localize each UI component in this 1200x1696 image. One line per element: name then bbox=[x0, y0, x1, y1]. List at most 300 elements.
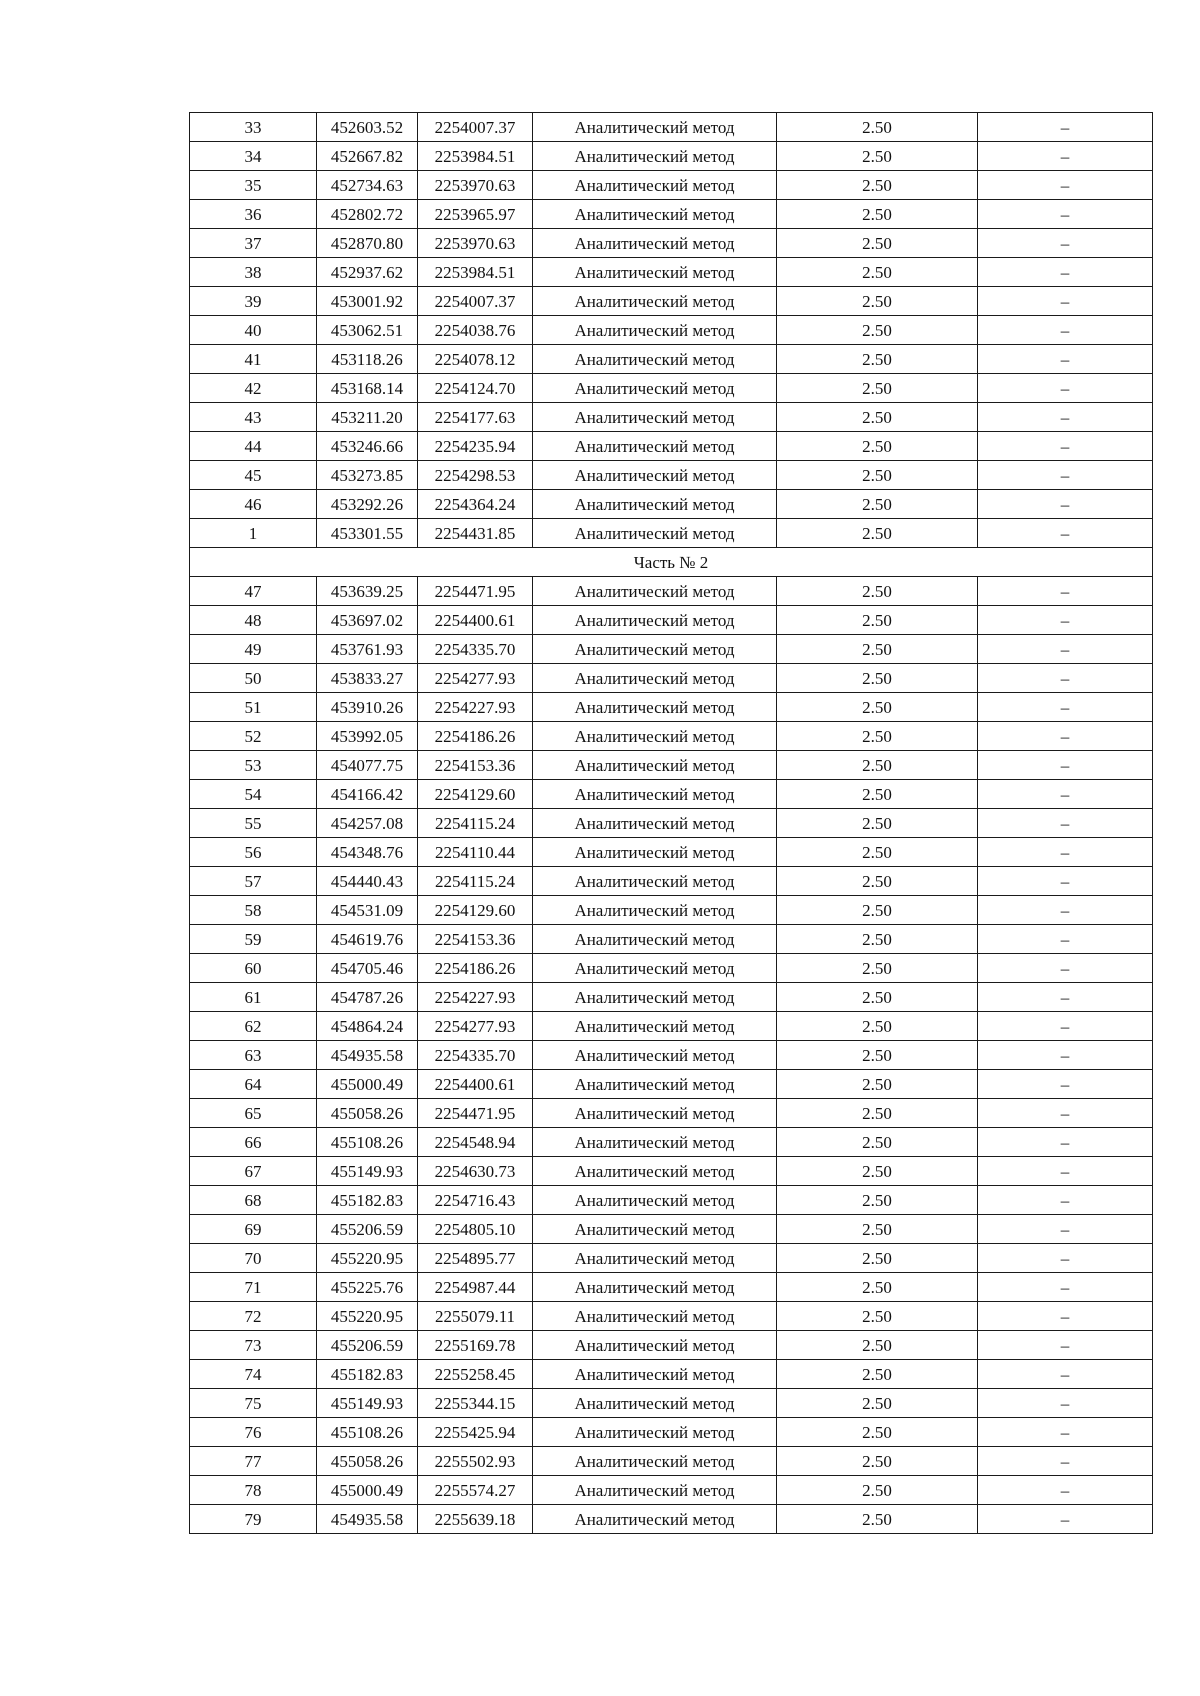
table-row bbox=[190, 809, 1153, 838]
table-row bbox=[190, 1099, 1153, 1128]
y-coordinate-cell: 2254186.26 bbox=[418, 722, 533, 751]
accuracy-cell: 2.50 bbox=[777, 1215, 978, 1244]
method-cell: Аналитический метод bbox=[533, 1244, 777, 1273]
accuracy-cell: 2.50 bbox=[777, 287, 978, 316]
method-cell: Аналитический метод bbox=[533, 1389, 777, 1418]
description-cell: – bbox=[978, 432, 1153, 461]
table-row bbox=[190, 1476, 1153, 1505]
description-cell: – bbox=[978, 1389, 1153, 1418]
x-coordinate-cell: 453761.93 bbox=[317, 635, 418, 664]
method-cell: Аналитический метод bbox=[533, 664, 777, 693]
y-coordinate-cell: 2254400.61 bbox=[418, 1070, 533, 1099]
point-number-cell: 74 bbox=[190, 1360, 317, 1389]
y-coordinate-cell: 2253984.51 bbox=[418, 142, 533, 171]
accuracy-cell: 2.50 bbox=[777, 635, 978, 664]
description-cell: – bbox=[978, 345, 1153, 374]
accuracy-cell: 2.50 bbox=[777, 1099, 978, 1128]
method-cell: Аналитический метод bbox=[533, 519, 777, 548]
point-number-cell: 76 bbox=[190, 1418, 317, 1447]
table-row bbox=[190, 1331, 1153, 1360]
description-cell: – bbox=[978, 838, 1153, 867]
table-row bbox=[190, 1360, 1153, 1389]
x-coordinate-cell: 452667.82 bbox=[317, 142, 418, 171]
description-cell: – bbox=[978, 1215, 1153, 1244]
method-cell: Аналитический метод bbox=[533, 954, 777, 983]
method-cell: Аналитический метод bbox=[533, 780, 777, 809]
method-cell: Аналитический метод bbox=[533, 751, 777, 780]
method-cell: Аналитический метод bbox=[533, 316, 777, 345]
point-number-cell: 68 bbox=[190, 1186, 317, 1215]
point-number-cell: 53 bbox=[190, 751, 317, 780]
accuracy-cell: 2.50 bbox=[777, 896, 978, 925]
point-number-cell: 56 bbox=[190, 838, 317, 867]
y-coordinate-cell: 2254115.24 bbox=[418, 809, 533, 838]
accuracy-cell: 2.50 bbox=[777, 751, 978, 780]
accuracy-cell: 2.50 bbox=[777, 838, 978, 867]
description-cell: – bbox=[978, 258, 1153, 287]
x-coordinate-cell: 455220.95 bbox=[317, 1302, 418, 1331]
y-coordinate-cell: 2254298.53 bbox=[418, 461, 533, 490]
point-number-cell: 54 bbox=[190, 780, 317, 809]
table-row bbox=[190, 345, 1153, 374]
table-row bbox=[190, 577, 1153, 606]
accuracy-cell: 2.50 bbox=[777, 1331, 978, 1360]
method-cell: Аналитический метод bbox=[533, 1331, 777, 1360]
accuracy-cell: 2.50 bbox=[777, 258, 978, 287]
point-number-cell: 75 bbox=[190, 1389, 317, 1418]
y-coordinate-cell: 2254548.94 bbox=[418, 1128, 533, 1157]
accuracy-cell: 2.50 bbox=[777, 577, 978, 606]
table-row bbox=[190, 258, 1153, 287]
method-cell: Аналитический метод bbox=[533, 374, 777, 403]
table-row bbox=[190, 113, 1153, 142]
y-coordinate-cell: 2255169.78 bbox=[418, 1331, 533, 1360]
description-cell: – bbox=[978, 780, 1153, 809]
x-coordinate-cell: 455000.49 bbox=[317, 1476, 418, 1505]
x-coordinate-cell: 452937.62 bbox=[317, 258, 418, 287]
table-row bbox=[190, 1012, 1153, 1041]
method-cell: Аналитический метод bbox=[533, 1447, 777, 1476]
description-cell: – bbox=[978, 1244, 1153, 1273]
accuracy-cell: 2.50 bbox=[777, 1302, 978, 1331]
accuracy-cell: 2.50 bbox=[777, 983, 978, 1012]
description-cell: – bbox=[978, 1418, 1153, 1447]
description-cell: – bbox=[978, 519, 1153, 548]
y-coordinate-cell: 2255502.93 bbox=[418, 1447, 533, 1476]
accuracy-cell: 2.50 bbox=[777, 1041, 978, 1070]
point-number-cell: 78 bbox=[190, 1476, 317, 1505]
y-coordinate-cell: 2255425.94 bbox=[418, 1418, 533, 1447]
x-coordinate-cell: 455225.76 bbox=[317, 1273, 418, 1302]
table-row bbox=[190, 780, 1153, 809]
table-row bbox=[190, 461, 1153, 490]
x-coordinate-cell: 454440.43 bbox=[317, 867, 418, 896]
method-cell: Аналитический метод bbox=[533, 693, 777, 722]
y-coordinate-cell: 2254177.63 bbox=[418, 403, 533, 432]
y-coordinate-cell: 2253970.63 bbox=[418, 171, 533, 200]
method-cell: Аналитический метод bbox=[533, 1070, 777, 1099]
accuracy-cell: 2.50 bbox=[777, 432, 978, 461]
point-number-cell: 60 bbox=[190, 954, 317, 983]
x-coordinate-cell: 455058.26 bbox=[317, 1099, 418, 1128]
accuracy-cell: 2.50 bbox=[777, 809, 978, 838]
y-coordinate-cell: 2253965.97 bbox=[418, 200, 533, 229]
method-cell: Аналитический метод bbox=[533, 606, 777, 635]
point-number-cell: 79 bbox=[190, 1505, 317, 1534]
x-coordinate-cell: 453062.51 bbox=[317, 316, 418, 345]
method-cell: Аналитический метод bbox=[533, 925, 777, 954]
table-row bbox=[190, 1041, 1153, 1070]
table-row bbox=[190, 432, 1153, 461]
y-coordinate-cell: 2254471.95 bbox=[418, 1099, 533, 1128]
table-row bbox=[190, 983, 1153, 1012]
table-row bbox=[190, 635, 1153, 664]
table-row bbox=[190, 1215, 1153, 1244]
x-coordinate-cell: 453168.14 bbox=[317, 374, 418, 403]
method-cell: Аналитический метод bbox=[533, 1012, 777, 1041]
point-number-cell: 47 bbox=[190, 577, 317, 606]
accuracy-cell: 2.50 bbox=[777, 142, 978, 171]
table-row bbox=[190, 374, 1153, 403]
table-row bbox=[190, 954, 1153, 983]
accuracy-cell: 2.50 bbox=[777, 1389, 978, 1418]
accuracy-cell: 2.50 bbox=[777, 1186, 978, 1215]
table-row bbox=[190, 1157, 1153, 1186]
accuracy-cell: 2.50 bbox=[777, 490, 978, 519]
table-row bbox=[190, 867, 1153, 896]
x-coordinate-cell: 455108.26 bbox=[317, 1418, 418, 1447]
y-coordinate-cell: 2254400.61 bbox=[418, 606, 533, 635]
point-number-cell: 33 bbox=[190, 113, 317, 142]
method-cell: Аналитический метод bbox=[533, 258, 777, 287]
accuracy-cell: 2.50 bbox=[777, 316, 978, 345]
point-number-cell: 45 bbox=[190, 461, 317, 490]
y-coordinate-cell: 2254335.70 bbox=[418, 1041, 533, 1070]
accuracy-cell: 2.50 bbox=[777, 693, 978, 722]
description-cell: – bbox=[978, 142, 1153, 171]
method-cell: Аналитический метод bbox=[533, 1128, 777, 1157]
table-row bbox=[190, 838, 1153, 867]
y-coordinate-cell: 2254716.43 bbox=[418, 1186, 533, 1215]
method-cell: Аналитический метод bbox=[533, 896, 777, 925]
x-coordinate-cell: 453301.55 bbox=[317, 519, 418, 548]
table-row bbox=[190, 287, 1153, 316]
point-number-cell: 44 bbox=[190, 432, 317, 461]
description-cell: – bbox=[978, 1099, 1153, 1128]
description-cell: – bbox=[978, 809, 1153, 838]
accuracy-cell: 2.50 bbox=[777, 519, 978, 548]
method-cell: Аналитический метод bbox=[533, 1099, 777, 1128]
method-cell: Аналитический метод bbox=[533, 1505, 777, 1534]
description-cell: – bbox=[978, 606, 1153, 635]
x-coordinate-cell: 453639.25 bbox=[317, 577, 418, 606]
y-coordinate-cell: 2254277.93 bbox=[418, 1012, 533, 1041]
description-cell: – bbox=[978, 200, 1153, 229]
y-coordinate-cell: 2254038.76 bbox=[418, 316, 533, 345]
x-coordinate-cell: 453697.02 bbox=[317, 606, 418, 635]
x-coordinate-cell: 454166.42 bbox=[317, 780, 418, 809]
point-number-cell: 36 bbox=[190, 200, 317, 229]
point-number-cell: 64 bbox=[190, 1070, 317, 1099]
description-cell: – bbox=[978, 1157, 1153, 1186]
accuracy-cell: 2.50 bbox=[777, 1447, 978, 1476]
point-number-cell: 43 bbox=[190, 403, 317, 432]
table-row bbox=[190, 1070, 1153, 1099]
table-row bbox=[190, 896, 1153, 925]
y-coordinate-cell: 2254335.70 bbox=[418, 635, 533, 664]
table-row bbox=[190, 1447, 1153, 1476]
description-cell: – bbox=[978, 1012, 1153, 1041]
accuracy-cell: 2.50 bbox=[777, 1012, 978, 1041]
point-number-cell: 57 bbox=[190, 867, 317, 896]
description-cell: – bbox=[978, 722, 1153, 751]
method-cell: Аналитический метод bbox=[533, 1360, 777, 1389]
section-title: Часть № 2 bbox=[190, 548, 1153, 577]
section-row bbox=[190, 548, 1153, 577]
description-cell: – bbox=[978, 316, 1153, 345]
y-coordinate-cell: 2254987.44 bbox=[418, 1273, 533, 1302]
y-coordinate-cell: 2255574.27 bbox=[418, 1476, 533, 1505]
table-row bbox=[190, 693, 1153, 722]
point-number-cell: 71 bbox=[190, 1273, 317, 1302]
accuracy-cell: 2.50 bbox=[777, 1360, 978, 1389]
accuracy-cell: 2.50 bbox=[777, 200, 978, 229]
y-coordinate-cell: 2254153.36 bbox=[418, 751, 533, 780]
x-coordinate-cell: 455058.26 bbox=[317, 1447, 418, 1476]
table-row bbox=[190, 519, 1153, 548]
x-coordinate-cell: 453910.26 bbox=[317, 693, 418, 722]
x-coordinate-cell: 455182.83 bbox=[317, 1360, 418, 1389]
table-row bbox=[190, 1389, 1153, 1418]
y-coordinate-cell: 2254805.10 bbox=[418, 1215, 533, 1244]
y-coordinate-cell: 2254078.12 bbox=[418, 345, 533, 374]
description-cell: – bbox=[978, 664, 1153, 693]
accuracy-cell: 2.50 bbox=[777, 925, 978, 954]
y-coordinate-cell: 2255258.45 bbox=[418, 1360, 533, 1389]
point-number-cell: 42 bbox=[190, 374, 317, 403]
accuracy-cell: 2.50 bbox=[777, 171, 978, 200]
method-cell: Аналитический метод bbox=[533, 432, 777, 461]
point-number-cell: 1 bbox=[190, 519, 317, 548]
description-cell: – bbox=[978, 577, 1153, 606]
method-cell: Аналитический метод bbox=[533, 287, 777, 316]
x-coordinate-cell: 455182.83 bbox=[317, 1186, 418, 1215]
x-coordinate-cell: 453992.05 bbox=[317, 722, 418, 751]
table-row bbox=[190, 403, 1153, 432]
x-coordinate-cell: 453246.66 bbox=[317, 432, 418, 461]
y-coordinate-cell: 2254110.44 bbox=[418, 838, 533, 867]
accuracy-cell: 2.50 bbox=[777, 780, 978, 809]
method-cell: Аналитический метод bbox=[533, 229, 777, 258]
x-coordinate-cell: 453292.26 bbox=[317, 490, 418, 519]
description-cell: – bbox=[978, 954, 1153, 983]
description-cell: – bbox=[978, 635, 1153, 664]
method-cell: Аналитический метод bbox=[533, 577, 777, 606]
description-cell: – bbox=[978, 403, 1153, 432]
point-number-cell: 48 bbox=[190, 606, 317, 635]
point-number-cell: 59 bbox=[190, 925, 317, 954]
y-coordinate-cell: 2254227.93 bbox=[418, 983, 533, 1012]
accuracy-cell: 2.50 bbox=[777, 461, 978, 490]
y-coordinate-cell: 2254227.93 bbox=[418, 693, 533, 722]
point-number-cell: 50 bbox=[190, 664, 317, 693]
accuracy-cell: 2.50 bbox=[777, 1505, 978, 1534]
method-cell: Аналитический метод bbox=[533, 1476, 777, 1505]
y-coordinate-cell: 2254129.60 bbox=[418, 780, 533, 809]
table-row bbox=[190, 925, 1153, 954]
method-cell: Аналитический метод bbox=[533, 1215, 777, 1244]
y-coordinate-cell: 2254277.93 bbox=[418, 664, 533, 693]
accuracy-cell: 2.50 bbox=[777, 722, 978, 751]
accuracy-cell: 2.50 bbox=[777, 1273, 978, 1302]
accuracy-cell: 2.50 bbox=[777, 374, 978, 403]
point-number-cell: 70 bbox=[190, 1244, 317, 1273]
y-coordinate-cell: 2254007.37 bbox=[418, 113, 533, 142]
accuracy-cell: 2.50 bbox=[777, 345, 978, 374]
point-number-cell: 41 bbox=[190, 345, 317, 374]
y-coordinate-cell: 2254186.26 bbox=[418, 954, 533, 983]
table-row bbox=[190, 316, 1153, 345]
y-coordinate-cell: 2254364.24 bbox=[418, 490, 533, 519]
x-coordinate-cell: 454935.58 bbox=[317, 1041, 418, 1070]
accuracy-cell: 2.50 bbox=[777, 867, 978, 896]
x-coordinate-cell: 454705.46 bbox=[317, 954, 418, 983]
y-coordinate-cell: 2254153.36 bbox=[418, 925, 533, 954]
description-cell: – bbox=[978, 1186, 1153, 1215]
accuracy-cell: 2.50 bbox=[777, 606, 978, 635]
x-coordinate-cell: 454531.09 bbox=[317, 896, 418, 925]
method-cell: Аналитический метод bbox=[533, 722, 777, 751]
method-cell: Аналитический метод bbox=[533, 1302, 777, 1331]
y-coordinate-cell: 2255344.15 bbox=[418, 1389, 533, 1418]
x-coordinate-cell: 455149.93 bbox=[317, 1157, 418, 1186]
accuracy-cell: 2.50 bbox=[777, 229, 978, 258]
document-page bbox=[189, 112, 1152, 1534]
x-coordinate-cell: 452734.63 bbox=[317, 171, 418, 200]
accuracy-cell: 2.50 bbox=[777, 664, 978, 693]
x-coordinate-cell: 453118.26 bbox=[317, 345, 418, 374]
description-cell: – bbox=[978, 1331, 1153, 1360]
point-number-cell: 51 bbox=[190, 693, 317, 722]
accuracy-cell: 2.50 bbox=[777, 1128, 978, 1157]
table-row bbox=[190, 751, 1153, 780]
table-row bbox=[190, 229, 1153, 258]
table-row bbox=[190, 1302, 1153, 1331]
x-coordinate-cell: 454257.08 bbox=[317, 809, 418, 838]
table-row bbox=[190, 1244, 1153, 1273]
description-cell: – bbox=[978, 374, 1153, 403]
method-cell: Аналитический метод bbox=[533, 1157, 777, 1186]
description-cell: – bbox=[978, 1302, 1153, 1331]
accuracy-cell: 2.50 bbox=[777, 1244, 978, 1273]
x-coordinate-cell: 452802.72 bbox=[317, 200, 418, 229]
x-coordinate-cell: 452603.52 bbox=[317, 113, 418, 142]
description-cell: – bbox=[978, 1476, 1153, 1505]
y-coordinate-cell: 2254115.24 bbox=[418, 867, 533, 896]
description-cell: – bbox=[978, 461, 1153, 490]
y-coordinate-cell: 2254895.77 bbox=[418, 1244, 533, 1273]
y-coordinate-cell: 2253970.63 bbox=[418, 229, 533, 258]
point-number-cell: 77 bbox=[190, 1447, 317, 1476]
y-coordinate-cell: 2254431.85 bbox=[418, 519, 533, 548]
point-number-cell: 49 bbox=[190, 635, 317, 664]
accuracy-cell: 2.50 bbox=[777, 954, 978, 983]
y-coordinate-cell: 2255639.18 bbox=[418, 1505, 533, 1534]
table-row bbox=[190, 1418, 1153, 1447]
point-number-cell: 55 bbox=[190, 809, 317, 838]
point-number-cell: 69 bbox=[190, 1215, 317, 1244]
method-cell: Аналитический метод bbox=[533, 983, 777, 1012]
x-coordinate-cell: 454619.76 bbox=[317, 925, 418, 954]
point-number-cell: 39 bbox=[190, 287, 317, 316]
x-coordinate-cell: 453211.20 bbox=[317, 403, 418, 432]
point-number-cell: 67 bbox=[190, 1157, 317, 1186]
description-cell: – bbox=[978, 983, 1153, 1012]
table-row bbox=[190, 142, 1153, 171]
method-cell: Аналитический метод bbox=[533, 1186, 777, 1215]
x-coordinate-cell: 455206.59 bbox=[317, 1215, 418, 1244]
method-cell: Аналитический метод bbox=[533, 838, 777, 867]
method-cell: Аналитический метод bbox=[533, 635, 777, 664]
table-row bbox=[190, 1128, 1153, 1157]
description-cell: – bbox=[978, 1128, 1153, 1157]
point-number-cell: 40 bbox=[190, 316, 317, 345]
x-coordinate-cell: 453833.27 bbox=[317, 664, 418, 693]
table-row bbox=[190, 606, 1153, 635]
point-number-cell: 73 bbox=[190, 1331, 317, 1360]
table-row bbox=[190, 490, 1153, 519]
accuracy-cell: 2.50 bbox=[777, 1476, 978, 1505]
method-cell: Аналитический метод bbox=[533, 1273, 777, 1302]
point-number-cell: 46 bbox=[190, 490, 317, 519]
x-coordinate-cell: 455000.49 bbox=[317, 1070, 418, 1099]
method-cell: Аналитический метод bbox=[533, 490, 777, 519]
table-row bbox=[190, 1505, 1153, 1534]
description-cell: – bbox=[978, 1070, 1153, 1099]
y-coordinate-cell: 2254007.37 bbox=[418, 287, 533, 316]
x-coordinate-cell: 454864.24 bbox=[317, 1012, 418, 1041]
description-cell: – bbox=[978, 751, 1153, 780]
point-number-cell: 61 bbox=[190, 983, 317, 1012]
description-cell: – bbox=[978, 1360, 1153, 1389]
method-cell: Аналитический метод bbox=[533, 403, 777, 432]
description-cell: – bbox=[978, 490, 1153, 519]
x-coordinate-cell: 454077.75 bbox=[317, 751, 418, 780]
point-number-cell: 58 bbox=[190, 896, 317, 925]
x-coordinate-cell: 453001.92 bbox=[317, 287, 418, 316]
table-row bbox=[190, 171, 1153, 200]
table-row bbox=[190, 664, 1153, 693]
method-cell: Аналитический метод bbox=[533, 461, 777, 490]
description-cell: – bbox=[978, 113, 1153, 142]
x-coordinate-cell: 454348.76 bbox=[317, 838, 418, 867]
description-cell: – bbox=[978, 925, 1153, 954]
x-coordinate-cell: 454787.26 bbox=[317, 983, 418, 1012]
x-coordinate-cell: 453273.85 bbox=[317, 461, 418, 490]
point-number-cell: 38 bbox=[190, 258, 317, 287]
x-coordinate-cell: 452870.80 bbox=[317, 229, 418, 258]
table-row bbox=[190, 722, 1153, 751]
description-cell: – bbox=[978, 867, 1153, 896]
method-cell: Аналитический метод bbox=[533, 200, 777, 229]
point-number-cell: 35 bbox=[190, 171, 317, 200]
method-cell: Аналитический метод bbox=[533, 1418, 777, 1447]
table-row bbox=[190, 1186, 1153, 1215]
method-cell: Аналитический метод bbox=[533, 809, 777, 838]
point-number-cell: 62 bbox=[190, 1012, 317, 1041]
table-row bbox=[190, 1273, 1153, 1302]
accuracy-cell: 2.50 bbox=[777, 113, 978, 142]
